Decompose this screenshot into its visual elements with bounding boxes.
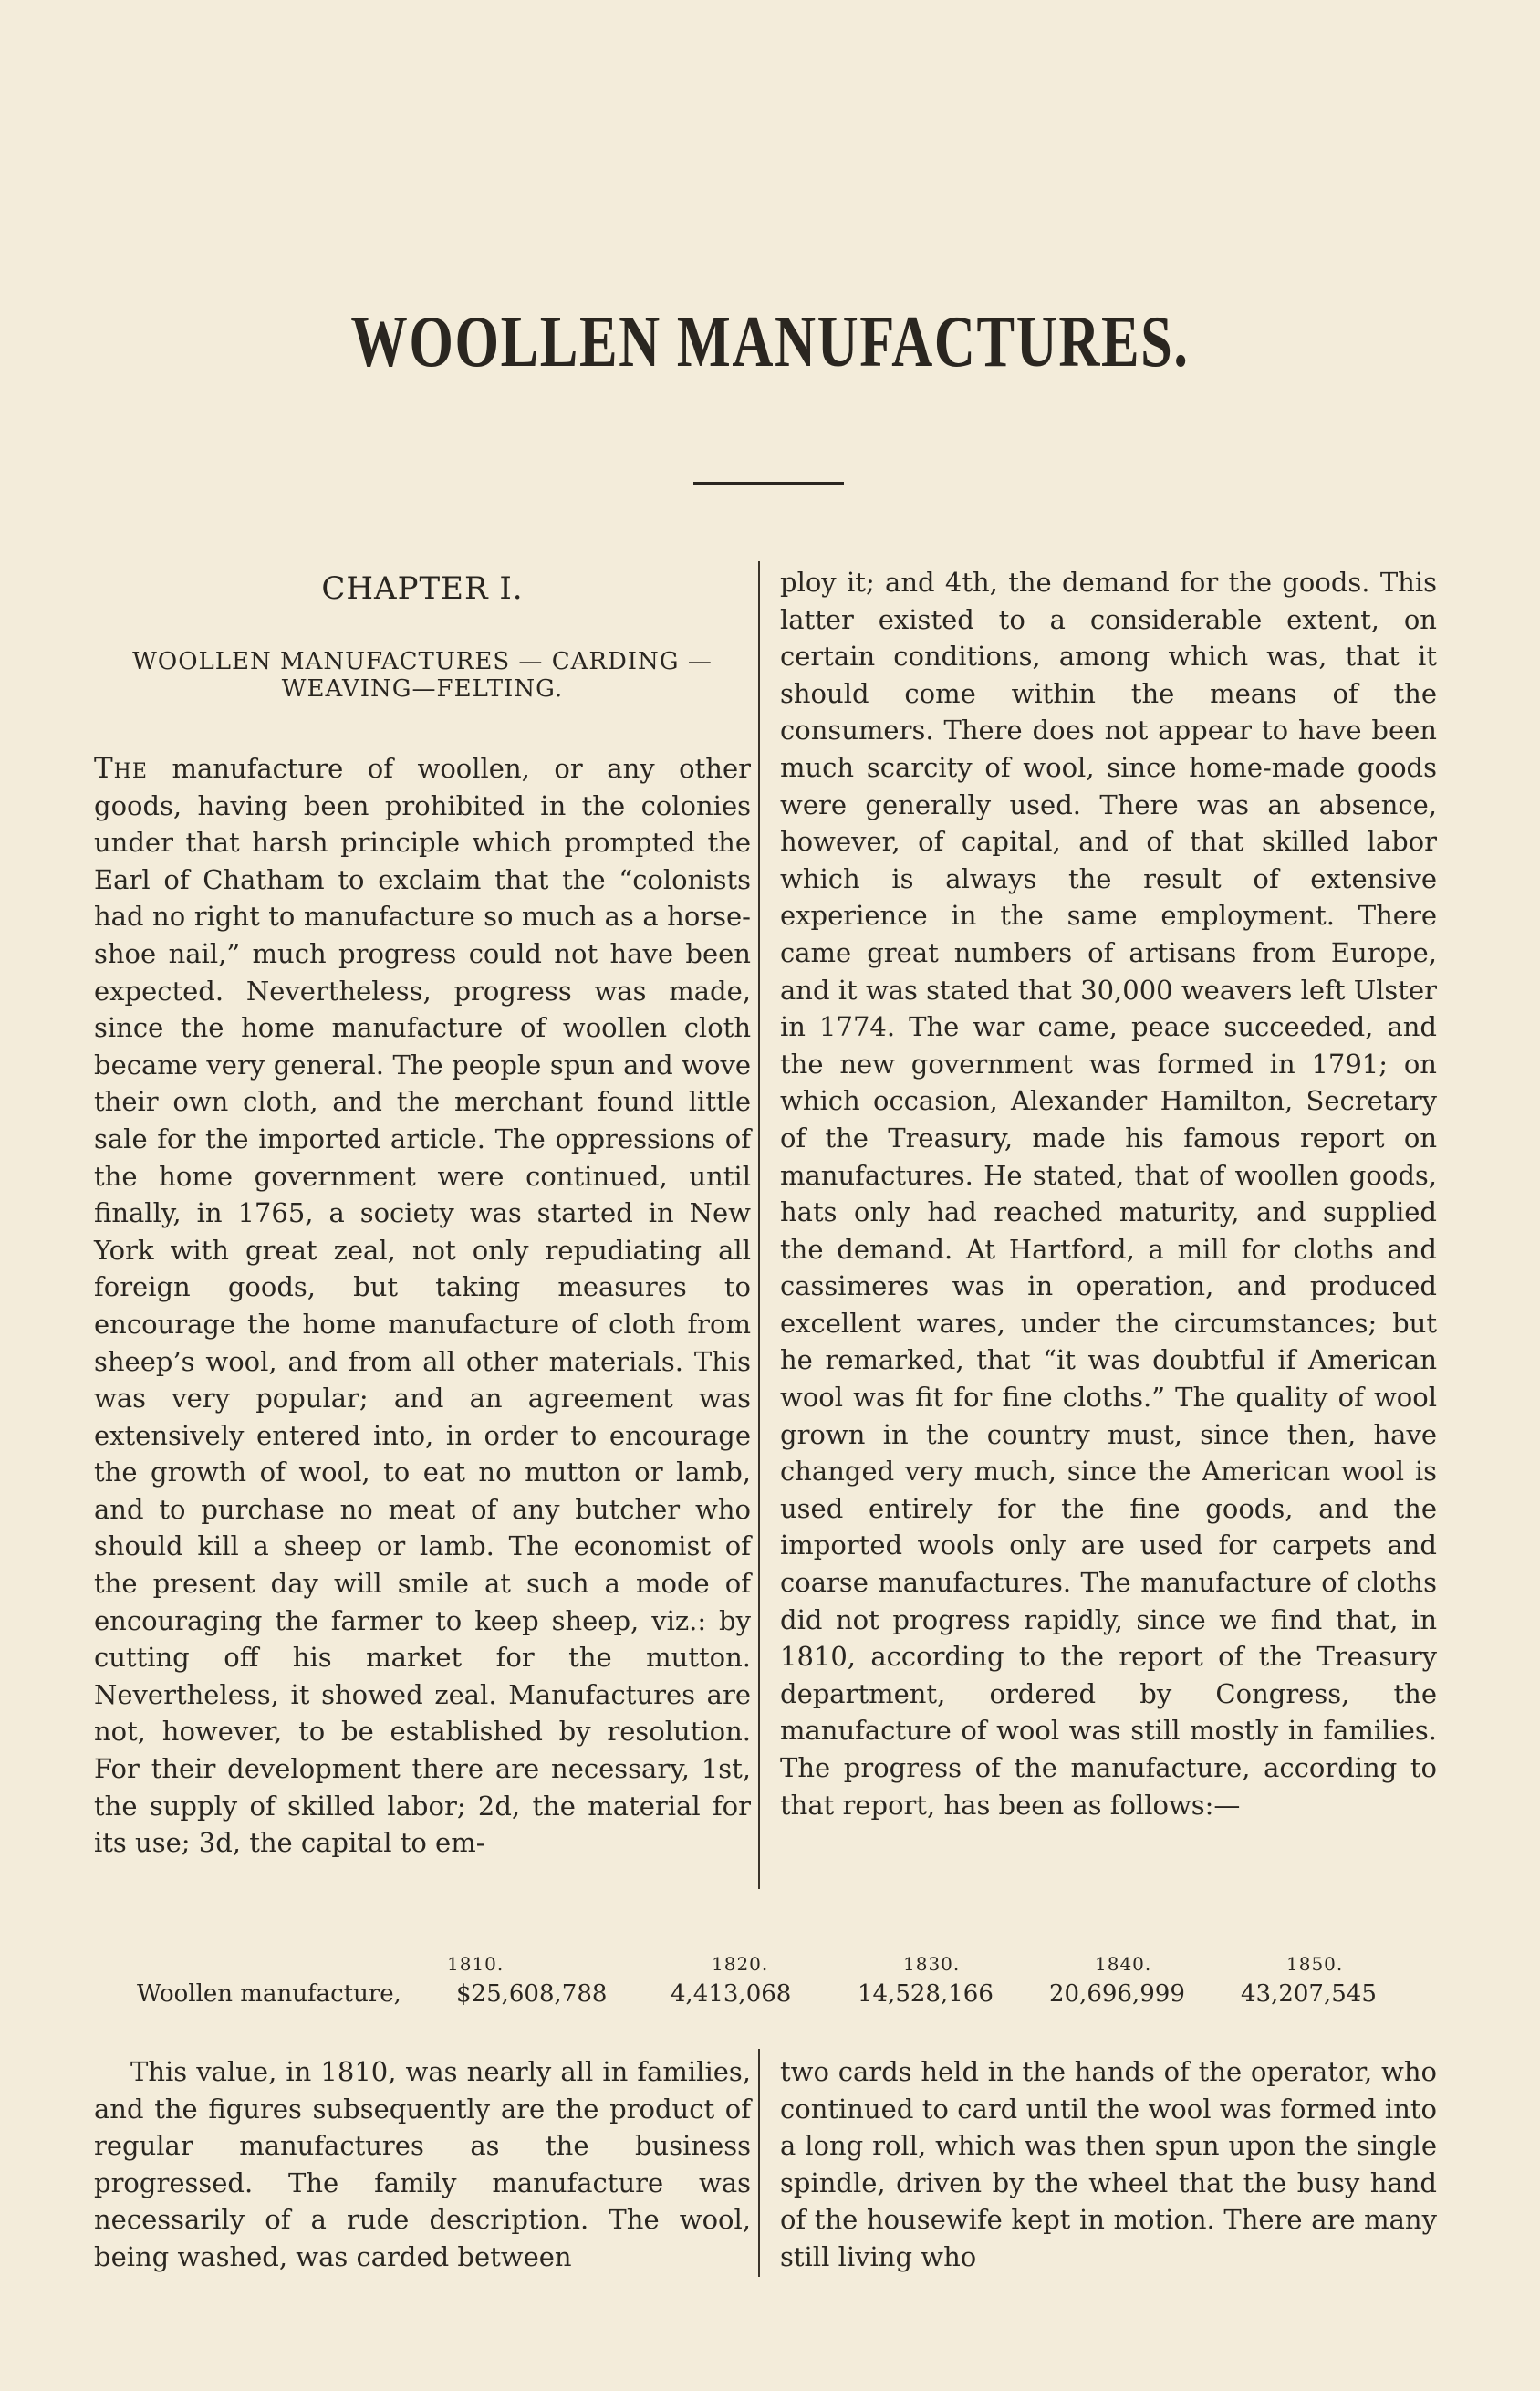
value-cell: $25,608,788 — [456, 1980, 608, 2008]
chapter-heading: CHAPTER I. — [321, 570, 524, 607]
paragraph-text: ploy it; and 4th, the demand for the goods. This latter existed to a considerable extent, on certain conditions, among which was, that it should come within the means of the consumers. There does not appear to have been much scarcity of wool, since home-made goods were generally used. There was an absence, however, of capital, and of that skilled labor which is always the result of extensive experience in the same employment. There came great numbers of artisans from Europe, and it was stated that 30,000 weavers left Ulster in 1774. The war came, peace succeeded, and the new government was formed in 1791; on which occasion, Alexander Hamilton, Secretary of the Treasury, made his famous report on manufactures. He stated, that of woollen goods, hats only had reached maturity, and supplied the demand. At Hartford, a mill for cloths and cassimeres was in operation, and produced excellent wares, under the circumstances; but he remarked, that “it was doubtful if American wool was fit for fine cloths.” The quality of wool grown in the country must, since then, have changed very much, since the American wool is used entirely for the fine goods, and the imported wools only are used for carpets and coarse manufactures. The manufacture of cloths did not progress rapidly, since we find that, in 1810, according to the report of the Treasury department, ordered by Congress, the manufacture of wool was still mostly in families. The progress of the manufacture, according to that report, has been as follows:— — [780, 567, 1437, 1821]
right-column — [780, 564, 1437, 1823]
column-divider — [758, 561, 760, 1889]
chapter-subtitle: WOOLLEN MANUFACTURES — CARDING — WEAVING—FELTING. — [132, 648, 713, 703]
column-divider — [758, 2049, 760, 2277]
value-cell: 20,696,999 — [1049, 1980, 1185, 2008]
year-label: 1820. — [712, 1953, 769, 1975]
paragraph — [94, 750, 751, 1862]
title-rule — [693, 482, 844, 485]
paragraph-text: two cards held in the hands of the operator, who continued to card until the wool was formed into a long roll, which was then spun upon the single spindle, driven by the wheel that the busy hand of the housewife kept in motion. There are many still living who — [780, 2056, 1437, 2272]
paragraph-text: This value, in 1810, was nearly all in families, and the figures subsequently are the product of regular manufactures as the business progressed. The family manufacture was necessarily of a rude description. The wool, being washed, was carded between — [94, 2056, 751, 2272]
page-title: WOOLLEN MANUFACTURES. — [350, 302, 1190, 382]
year-label: 1840. — [1095, 1953, 1152, 1975]
year-label: 1810. — [447, 1953, 505, 1975]
paragraph-first-word: The — [94, 752, 148, 785]
row-label: Woollen manufacture, — [137, 1980, 401, 2008]
year-label: 1830. — [903, 1953, 961, 1975]
paragraph-text: manufacture of woollen, or any other goods, having been prohibited in the colonies under that harsh principle which prompted the Earl of Chatham to exclaim that the “colonists had no right to manufacture so much as a horse-shoe nail,” much progress could not have been expected. Nevertheless, progress was made, since the home manufacture of woollen cloth became very general. The people spun and wove their own cloth, and the merchant found little sale for the imported article. The oppressions of the home government were continued, until finally, in 1765, a society was started in New York with great zeal, not only repudiating all foreign goods, but taking measures to encourage the home manufacture of cloth from sheep’s wool, and from all other materials. This was very popular; and an agreement was extensively entered into, in order to encourage the growth of wool, to eat no mutton or lamb, and to purchase no meat of any butcher who should kill a sheep or lamb. The economist of the present day will smile at such a mode of encouraging the farmer to keep sheep, viz.: by cutting off his market for the mutton. Nevertheless, it showed zeal. Manufactures are not, however, to be established by resolution. For their development there are necessary, 1st, the supply of skilled labor; 2d, the material for its use; 3d, the capital to em- — [94, 753, 751, 1859]
production-table — [137, 1953, 1414, 2026]
left-column-lower — [94, 2053, 751, 2276]
year-label: 1850. — [1286, 1953, 1344, 1975]
value-cell: 43,207,545 — [1241, 1980, 1377, 2008]
left-column — [94, 566, 751, 1862]
right-column-lower — [780, 2053, 1437, 2276]
value-cell: 14,528,166 — [858, 1980, 994, 2008]
value-cell: 4,413,068 — [671, 1980, 792, 2008]
